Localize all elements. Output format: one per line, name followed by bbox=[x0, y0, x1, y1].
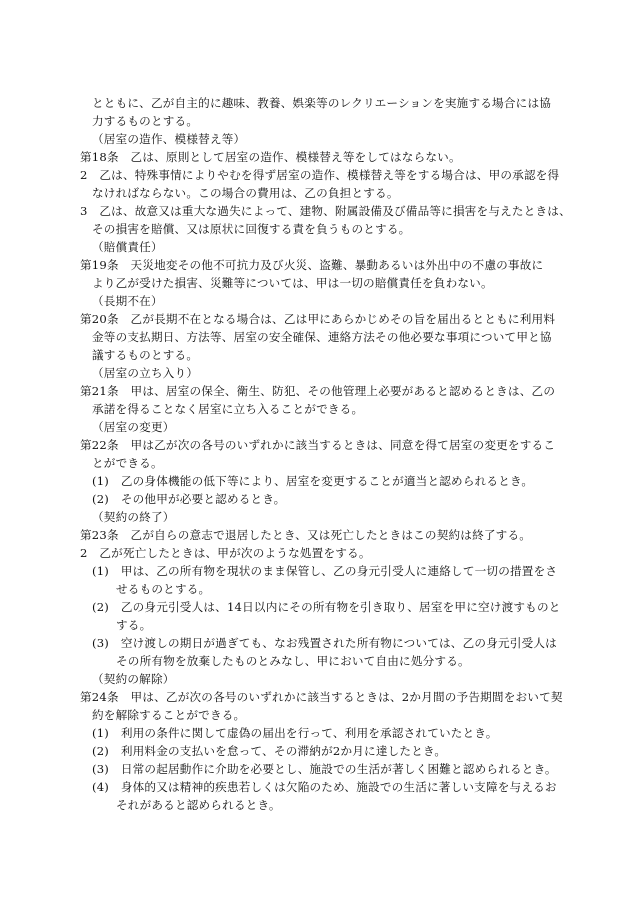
text-line: 第23条 乙が自らの意志で退居したとき、又は死亡したときはこの契約は終了する。 bbox=[80, 528, 532, 542]
text-line: 2 乙は、特殊事情によりやむを得ず居室の造作、模様替え等をする場合は、甲の承認を得 bbox=[80, 168, 560, 182]
text-line: 承諾を得ることなく居室に立ち入ることができる。 bbox=[92, 402, 364, 416]
text-line: (3) 日常の起居動作に介助を必要とし、施設での生活が著しく困難と認められるとき。 bbox=[92, 762, 557, 776]
text-line: （居室の変更） bbox=[92, 420, 175, 434]
text-line: より乙が受けた損害、災難等については、甲は一切の賠償責任を負わない。 bbox=[92, 276, 493, 290]
text-line: 第20条 乙が長期不在となる場合は、乙は甲にあらかじめその旨を届出るとともに利用料 bbox=[80, 312, 556, 326]
text-line: とができる。 bbox=[92, 456, 163, 470]
text-line: 第22条 甲は乙が次の各号のいずれかに該当するときは、同意を得て居室の変更をするこ bbox=[80, 438, 556, 452]
text-line: (2) 乙の身元引受人は、14日以内にその所有物を引き取り、居室を甲に空け渡すものと bbox=[92, 600, 561, 614]
text-line: （長期不在） bbox=[92, 294, 163, 308]
text-line: （居室の立ち入り） bbox=[92, 366, 199, 380]
text-line: (2) 利用料金の支払いを怠って、その滞納が2か月に達したとき。 bbox=[92, 744, 447, 758]
text-line: その所有物を放棄したものとみなし、甲において自由に処分する。 bbox=[116, 654, 470, 668]
text-line: 金等の支払期日、方法等、居室の安全確保、連絡方法その他必要な事項について甲と協 bbox=[92, 330, 552, 344]
text-line: その損害を賠償、又は原状に回復する責を負うものとする。 bbox=[92, 222, 411, 236]
text-line: 3 乙は、故意又は重大な過失によって、建物、附属設備及び備品等に損害を与えたときは、 bbox=[80, 204, 571, 218]
text-line: （契約の解除） bbox=[92, 672, 175, 686]
text-line: 2 乙が死亡したときは、甲が次のような処置をする。 bbox=[80, 546, 371, 560]
text-line: 力するものとする。 bbox=[92, 114, 199, 128]
text-line: （賠償責任） bbox=[92, 240, 163, 254]
text-line: 第24条 甲は、乙が次の各号のいずれかに該当するときは、2か月間の予告期間をおいて契 bbox=[80, 690, 563, 704]
text-line: 第18条 乙は、原則として居室の造作、模様替え等をしてはならない。 bbox=[80, 150, 461, 164]
document-body bbox=[80, 94, 571, 814]
text-line: 約を解除することができる。 bbox=[92, 708, 246, 722]
text-line: 議するものとする。 bbox=[92, 348, 199, 362]
text-line: 第21条 甲は、居室の保全、衛生、防犯、その他管理上必要があると認めるときは、乙の bbox=[80, 384, 556, 398]
text-line: (1) 利用の条件に関して虚偽の届出を行って、利用を承認されていたとき。 bbox=[92, 726, 498, 740]
text-line: とともに、乙が自主的に趣味、教養、娯楽等のレクリエーションを実施する場合には協 bbox=[92, 96, 552, 110]
text-line: (1) 甲は、乙の所有物を現状のまま保管し、乙の身元引受人に連絡して一切の措置をさ bbox=[92, 564, 558, 578]
text-line: (4) 身体的又は精神的疾患若しくは欠陥のため、施設での生活に著しい支障を与えるお bbox=[92, 780, 557, 794]
text-line: なければならない。この場合の費用は、乙の負担とする。 bbox=[92, 186, 399, 200]
text-line: （居室の造作、模様替え等） bbox=[92, 132, 246, 146]
text-line: (2) その他甲が必要と認めるとき。 bbox=[92, 492, 286, 506]
text-line: 第19条 天災地変その他不可抗力及び火災、盗難、暴動あるいは外出中の不慮の事故に bbox=[80, 258, 544, 272]
text-line: せるものとする。 bbox=[116, 582, 211, 596]
text-line: する。 bbox=[116, 618, 152, 632]
text-line: （契約の終了） bbox=[92, 510, 175, 524]
text-line: (3) 空け渡しの期日が過ぎても、なお残置された所有物については、乙の身元引受人は bbox=[92, 636, 557, 650]
text-line: (1) 乙の身体機能の低下等により、居室を変更することが適当と認められるとき。 bbox=[92, 474, 534, 488]
text-line: それがあると認められるとき。 bbox=[116, 798, 281, 812]
